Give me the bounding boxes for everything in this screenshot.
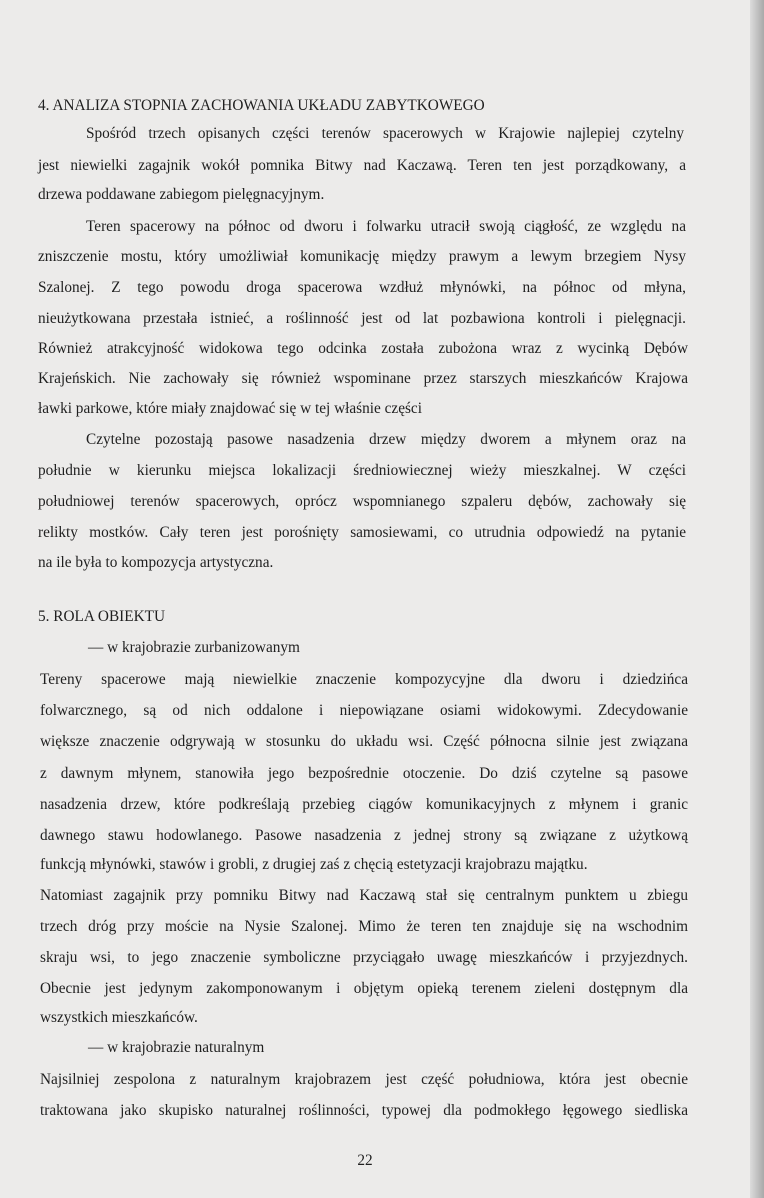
paragraph-line: Tereny spacerowe mają niewielkie znaczenie kompozycyjne dla dworu i dziedzińca <box>40 671 688 688</box>
paragraph-line: funkcją młynówki, stawów i grobli, z drugiej zaś z chęcią estetyzacji krajobrazu majątku. <box>40 856 588 873</box>
section-heading: 4. ANALIZA STOPNIA ZACHOWANIA UKŁADU ZABYTKOWEGO <box>38 97 485 114</box>
paragraph-line: relikty mostków. Cały teren jest porośnięty samosiewami, co utrudnia odpowiedź na pytanie <box>38 524 686 541</box>
paragraph-line: ławki parkowe, które miały znajdować się w tej właśnie części <box>38 400 422 417</box>
paragraph-line: drzewa poddawane zabiegom pielęgnacyjnym. <box>38 186 325 203</box>
section-heading: 5. ROLA OBIEKTU <box>38 608 166 625</box>
paragraph-line: Spośród trzech opisanych części terenów spacerowych w Krajowie najlepiej czytelny <box>86 125 684 142</box>
paragraph-line: Teren spacerowy na północ od dworu i folwarku utracił swoją ciągłość, ze względu na <box>86 218 686 235</box>
paragraph-line: traktowana jako skupisko naturalnej roślinności, typowej dla podmokłego łęgowego siedliska <box>40 1102 688 1119</box>
paragraph-line: wszystkich mieszkańców. <box>40 1009 198 1026</box>
subheading: — w krajobrazie zurbanizowanym <box>88 639 300 656</box>
paragraph-line: skraju wsi, to jego znaczenie symboliczne przyciągało uwagę mieszkańców i przyjezdnych. <box>40 949 688 966</box>
paragraph-line: południowej terenów spacerowych, oprócz wspomnianego szpaleru dębów, zachowały się <box>38 493 686 510</box>
paragraph-line: Najsilniej zespolona z naturalnym krajobrazem jest część południowa, która jest obecnie <box>40 1071 688 1088</box>
paragraph-line: zniszczenie mostu, który umożliwiał komunikację między prawym a lewym brzegiem Nysy <box>38 248 686 265</box>
paragraph-line: południe w kierunku miejsca lokalizacji średniowiecznej wieży mieszkalnej. W części <box>38 462 686 479</box>
subheading: — w krajobrazie naturalnym <box>88 1039 265 1056</box>
paragraph-line: folwarcznego, są od nich oddalone i niepowiązane osiami widokowymi. Zdecydowanie <box>40 702 688 719</box>
paragraph-line: Natomiast zagajnik przy pomniku Bitwy nad Kaczawą stał się centralnym punktem u zbiegu <box>40 887 688 904</box>
paragraph-line: nieużytkowana przestała istnieć, a roślinność jest od lat pozbawiona kontroli i pielęgnacji. <box>38 310 686 327</box>
paragraph-line: na ile była to kompozycja artystyczna. <box>38 554 274 571</box>
scan-edge <box>750 0 764 1198</box>
paragraph-line: Również atrakcyjność widokowa tego odcinka została zubożona wraz z wycinką Dębów <box>38 340 688 357</box>
paragraph-line: trzech dróg przy moście na Nysie Szalonej. Mimo że teren ten znajduje się na wschodnim <box>40 918 688 935</box>
paragraph-line: nasadzenia drzew, które podkreślają przebieg ciągów komunikacyjnych z młynem i granic <box>40 796 688 813</box>
page-number: 22 <box>357 1152 373 1169</box>
paragraph-line: Czytelne pozostają pasowe nasadzenia drzew między dworem a młynem oraz na <box>86 431 686 448</box>
paragraph-line: większe znaczenie odgrywają w stosunku do układu wsi. Część północna silnie jest związana <box>40 733 688 750</box>
paragraph-line: Szalonej. Z tego powodu droga spacerowa wzdłuż młynówki, na północ od młyna, <box>38 279 686 296</box>
paragraph-line: jest niewielki zagajnik wokół pomnika Bitwy nad Kaczawą. Teren ten jest porządkowany, a <box>38 157 686 174</box>
paragraph-line: Krajeńskich. Nie zachowały się również wspominane przez starszych mieszkańców Krajowa <box>38 370 688 387</box>
paragraph-line: dawnego stawu hodowlanego. Pasowe nasadzenia z jednej strony są związane z użytkową <box>40 827 688 844</box>
paragraph-line: Obecnie jest jedynym zakomponowanym i objętym opieką terenem zieleni dostępnym dla <box>40 980 688 997</box>
paragraph-line: z dawnym młynem, stanowiła jego bezpośrednie otoczenie. Do dziś czytelne są pasowe <box>40 765 688 782</box>
